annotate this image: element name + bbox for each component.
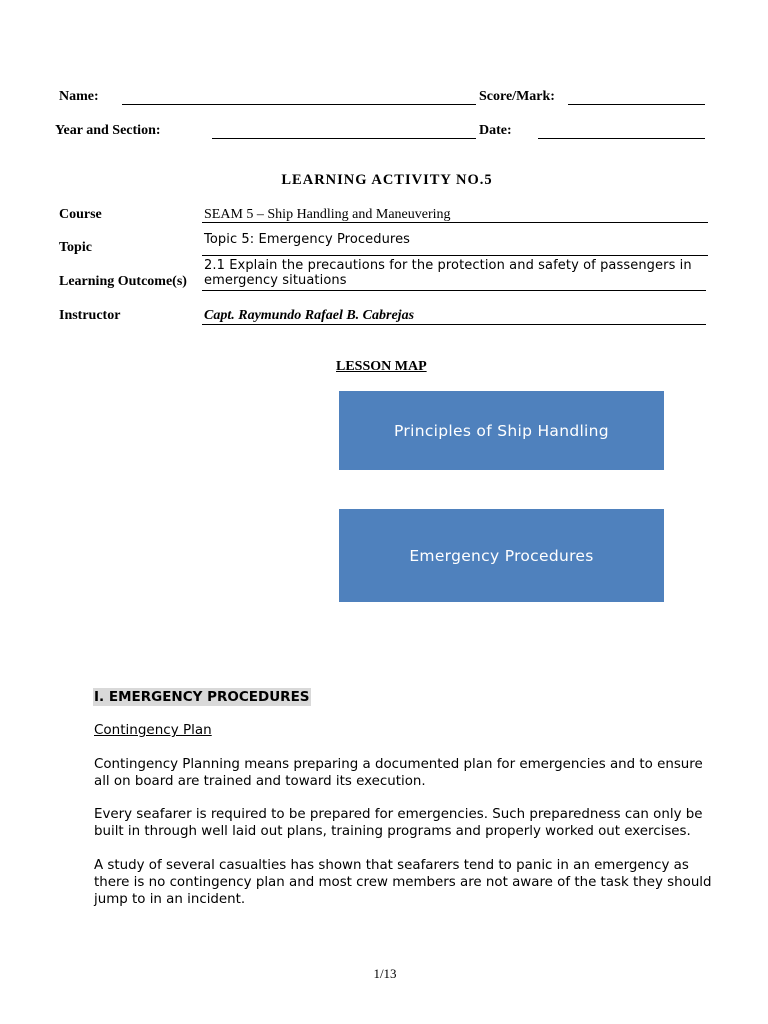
lesson-map-box-principles-label: Principles of Ship Handling (394, 421, 609, 440)
paragraph-contingency-2 (94, 806, 714, 840)
paragraph-contingency-3 (94, 857, 714, 908)
date-field[interactable] (538, 138, 705, 139)
section-heading: I. EMERGENCY PROCEDURES (94, 689, 310, 705)
topic-value: Topic 5: Emergency Procedures (204, 232, 411, 247)
activity-title: LEARNING ACTIVITY NO.5 (281, 172, 493, 188)
name-field[interactable] (122, 104, 476, 105)
topic-underline (202, 255, 708, 256)
course-label: Course (59, 207, 102, 222)
lesson-map-box-principles (339, 391, 664, 470)
paragraph-line: there is no contingency plan and most crew members are not aware of the task they should (94, 875, 712, 890)
name-label: Name: (59, 89, 99, 104)
outcome-label: Learning Outcome(s) (59, 274, 187, 289)
outcome-underline (202, 290, 706, 291)
section-subheading: Contingency Plan (94, 722, 212, 738)
lesson-map-box-emergency (339, 509, 664, 602)
paragraph-line: Every seafarer is required to be prepared for emergencies. Such preparedness can only be (94, 807, 703, 822)
outcome-value-line1: 2.1 Explain the precautions for the protection and safety of passengers in (204, 258, 692, 273)
instructor-label: Instructor (59, 308, 121, 323)
paragraph-line: A study of several casualties has shown that seafarers tend to panic in an emergency as (94, 858, 689, 873)
date-label: Date: (479, 123, 512, 138)
course-value: SEAM 5 – Ship Handling and Maneuvering (204, 207, 451, 222)
instructor-underline (202, 324, 706, 325)
paragraph-line: jump to in an incident. (94, 892, 246, 907)
lesson-map-box-emergency-label: Emergency Procedures (409, 546, 594, 565)
course-underline (202, 222, 708, 223)
outcome-value-line2: emergency situations (204, 273, 347, 288)
lesson-map-title: LESSON MAP (336, 359, 427, 374)
paragraph-line: all on board are trained and toward its execution. (94, 774, 426, 789)
paragraph-line: built in through well laid out plans, training programs and properly worked out exercises. (94, 824, 691, 839)
paragraph-line: Contingency Planning means preparing a documented plan for emergencies and to ensure (94, 757, 703, 772)
year-section-label: Year and Section: (55, 123, 161, 138)
score-label: Score/Mark: (479, 89, 555, 104)
page-number: 1/13 (373, 966, 397, 981)
topic-label: Topic (59, 240, 92, 255)
score-field[interactable] (568, 104, 705, 105)
instructor-value: Capt. Raymundo Rafael B. Cabrejas (204, 308, 415, 323)
paragraph-contingency-1 (94, 756, 714, 790)
year-section-field[interactable] (212, 138, 476, 139)
